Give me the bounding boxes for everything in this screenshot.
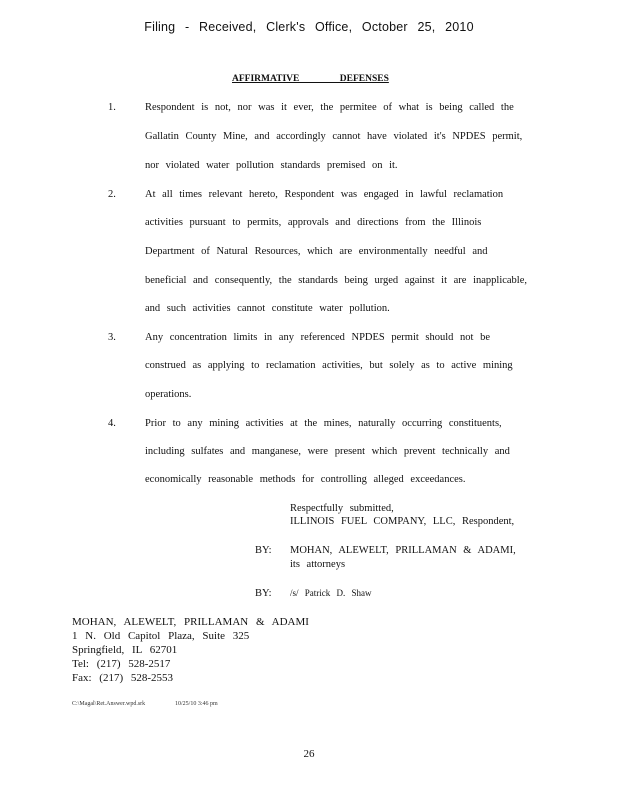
defense-2-line-5: and such activities cannot constitute water pollution. (145, 303, 390, 314)
footer-file-path: C:\Magal\Ret.Answer.wpd.srk (72, 701, 146, 707)
address-firm: MOHAN, ALEWELT, PRILLAMAN & ADAMI (72, 616, 309, 628)
affirmative-defenses-heading: AFFIRMATIVE DEFENSES (232, 74, 389, 84)
defense-2-line-1: At all times relevant hereto, Respondent was engaged in lawful reclamation (145, 189, 504, 200)
address-tel: Tel: (217) 528-2517 (72, 658, 171, 670)
defense-3-line-2: construed as applying to reclamation activities, but solely as to active mining (145, 360, 513, 371)
address-fax: Fax: (217) 528-2553 (72, 672, 174, 684)
its-attorneys: its attorneys (290, 559, 346, 570)
defense-2-line-3: Department of Natural Resources, which are environmentally needful and (145, 246, 488, 257)
defense-3-line-1: Any concentration limits in any referenced NPDES permit should not be (145, 332, 491, 343)
defense-4-number: 4. (108, 418, 116, 429)
defense-1-line-2: Gallatin County Mine, and accordingly cannot have violated it's NPDES permit, (145, 131, 523, 142)
defense-2-line-2: activities pursuant to permits, approvals and directions from the Illinois (145, 217, 482, 228)
defense-1-number: 1. (108, 102, 116, 113)
footer-date-stamp: 10/25/10 3:46 pm (175, 701, 218, 707)
page-number: 26 (303, 748, 315, 760)
defense-3-number: 3. (108, 332, 116, 343)
defense-2-line-4: beneficial and consequently, the standards being urged against it are inapplicable, (145, 275, 528, 286)
defense-3-line-3: operations. (145, 389, 192, 400)
defense-4-line-2: including sulfates and manganese, were present which prevent technically and (145, 446, 510, 457)
address-city: Springfield, IL 62701 (72, 644, 178, 656)
defense-1-line-3: nor violated water pollution standards premised on it. (145, 160, 398, 171)
defense-4-line-1: Prior to any mining activities at the mines, naturally occurring constituents, (145, 418, 502, 429)
filing-header: Filing - Received, Clerk's Office, October 25, 2010 (144, 20, 474, 34)
defense-2-number: 2. (108, 189, 116, 200)
electronic-signature: /s/ Patrick D. Shaw (290, 588, 372, 598)
address-street: 1 N. Old Capitol Plaza, Suite 325 (72, 630, 250, 642)
defense-4-line-3: economically reasonable methods for controlling alleged exceedances. (145, 474, 466, 485)
firm-signature: MOHAN, ALEWELT, PRILLAMAN & ADAMI, (290, 545, 516, 556)
by-label-1: BY: (255, 545, 272, 556)
respectfully-submitted: Respectfully submitted, (290, 503, 394, 514)
defense-1-line-1: Respondent is not, nor was it ever, the permitee of what is being called the (145, 102, 514, 113)
by-label-2: BY: (255, 588, 272, 599)
respondent-party: ILLINOIS FUEL COMPANY, LLC, Respondent, (290, 516, 515, 527)
